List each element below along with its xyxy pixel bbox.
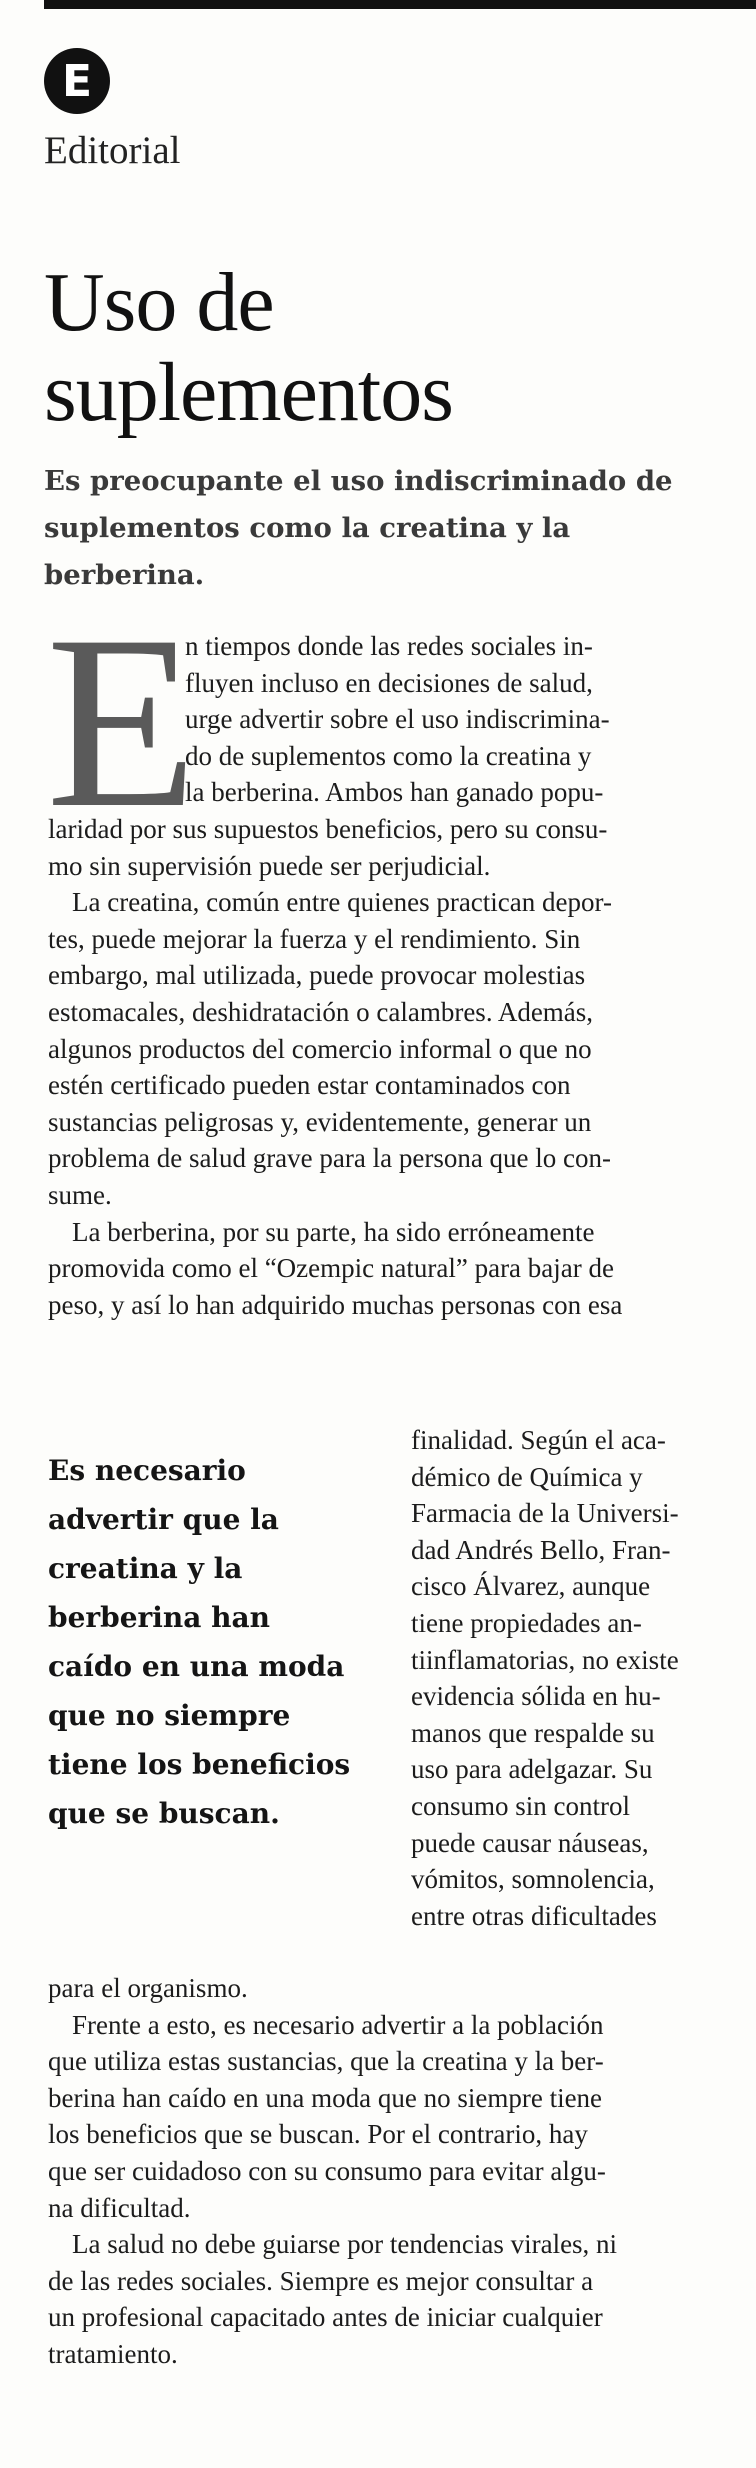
- headline-line: suplementos: [44, 346, 453, 439]
- paragraph-line: La salud no debe guiarse por tendencias virales, ni: [72, 2229, 618, 2260]
- paragraph-line: Frente a esto, es necesario advertir a la población: [72, 2009, 604, 2040]
- paragraph-line: tes, puede mejorar la fuerza y el rendimiento. Sin: [48, 923, 581, 954]
- column-line: tiinflamatorias, no existe: [411, 1644, 679, 1675]
- paragraph-line: laridad por sus supuestos beneficios, pero su consu-: [48, 813, 608, 844]
- pull-quote-line: creatina y la: [48, 1552, 243, 1585]
- paragraph-line: algunos productos del comercio informal o que no: [48, 1033, 592, 1064]
- section-badge: E: [44, 48, 110, 114]
- paragraph-line: un profesional capacitado antes de iniciar cualquier: [48, 2302, 603, 2333]
- paragraph-line: para el organismo.: [48, 1973, 248, 2003]
- paragraph-line: La berberina, por su parte, ha sido erróneamente: [72, 1216, 595, 1247]
- paragraph-line: estomacales, deshidratación o calambres. Además,: [48, 996, 594, 1027]
- column-line: finalidad. Según el aca-: [411, 1425, 666, 1455]
- column-line: Farmacia de la Universi-: [411, 1498, 679, 1529]
- pull-quote-line: que no siempre: [48, 1699, 291, 1732]
- paragraph-line: promovida como el “Ozempic natural” para bajar de: [48, 1253, 614, 1284]
- article-body-bottom: [48, 1970, 738, 2373]
- paragraph-line: na dificultad.: [48, 2192, 191, 2223]
- paragraph-line: de las redes sociales. Siempre es mejor consultar a: [48, 2265, 594, 2296]
- narrow-column: [411, 1422, 741, 1934]
- deck-line: berberina.: [44, 559, 205, 591]
- paragraph-line: urge advertir sobre el uso indiscrimina-: [185, 704, 610, 735]
- column-line: vómitos, somnolencia,: [411, 1864, 655, 1895]
- paragraph-line: peso, y así lo han adquirido muchas personas con esa: [48, 1289, 623, 1320]
- pull-quote-line: caído en una moda: [48, 1650, 345, 1683]
- headline-line: Uso de: [44, 256, 274, 349]
- column-line: entre otras dificultades: [411, 1900, 657, 1931]
- column-line: manos que respalde su: [411, 1717, 655, 1748]
- paragraph-line: berina han caído en una moda que no siempre tiene: [48, 2082, 603, 2113]
- drop-cap: E: [46, 584, 198, 859]
- headline: [44, 258, 724, 438]
- column-line: démico de Química y: [411, 1461, 643, 1492]
- column-line: cisco Álvarez, aunque: [411, 1571, 651, 1602]
- deck-line: Es preocupante el uso indiscriminado de: [44, 465, 673, 497]
- paragraph-line: embargo, mal utilizada, puede provocar molestias: [48, 960, 586, 991]
- column-line: consumo sin control: [411, 1790, 630, 1821]
- paragraph-line: tratamiento.: [48, 2338, 178, 2369]
- column-line: uso para adelgazar. Su: [411, 1754, 653, 1785]
- deck-subtitle: [44, 458, 734, 599]
- pull-quote-line: berberina han: [48, 1601, 271, 1634]
- paragraph-line: fluyen incluso en decisiones de salud,: [185, 667, 593, 698]
- pull-quote-line: advertir que la: [48, 1503, 279, 1536]
- paragraph-line: problema de salud grave para la persona que lo con-: [48, 1143, 612, 1174]
- pull-quote-line: tiene los beneficios: [48, 1748, 351, 1781]
- paragraph-line: mo sin supervisión puede ser perjudicial.: [48, 850, 491, 881]
- pull-quote: [48, 1446, 378, 1838]
- deck-line: suplementos como la creatina y la: [44, 512, 571, 544]
- top-rule: [44, 0, 756, 9]
- paragraph-line: sume.: [48, 1179, 112, 1210]
- paragraph-line: estén certificado pueden estar contaminados con: [48, 1070, 571, 1101]
- section-label: Editorial: [44, 129, 181, 172]
- pull-quote-line: Es necesario: [48, 1454, 246, 1487]
- paragraph-line: que ser cuidadoso con su consumo para evitar algu-: [48, 2155, 606, 2186]
- paragraph-line: que utiliza estas sustancias, que la creatina y la ber-: [48, 2046, 604, 2077]
- pull-quote-line: que se buscan.: [48, 1797, 280, 1830]
- article-body-top: [48, 628, 738, 1323]
- paragraph-line: n tiempos donde las redes sociales in-: [185, 631, 593, 661]
- paragraph-line: sustancias peligrosas y, evidentemente, generar un: [48, 1106, 592, 1137]
- column-line: tiene propiedades an-: [411, 1607, 642, 1638]
- paragraph-line: los beneficios que se buscan. Por el contrario, hay: [48, 2119, 588, 2150]
- paragraph-line: la berberina. Ambos han ganado popu-: [185, 777, 604, 808]
- column-line: dad Andrés Bello, Fran-: [411, 1534, 671, 1565]
- paragraph-line: La creatina, común entre quienes practican depor-: [72, 887, 612, 918]
- paragraph-line: do de suplementos como la creatina y: [185, 740, 592, 771]
- column-line: puede causar náuseas,: [411, 1827, 649, 1858]
- column-line: evidencia sólida en hu-: [411, 1681, 661, 1712]
